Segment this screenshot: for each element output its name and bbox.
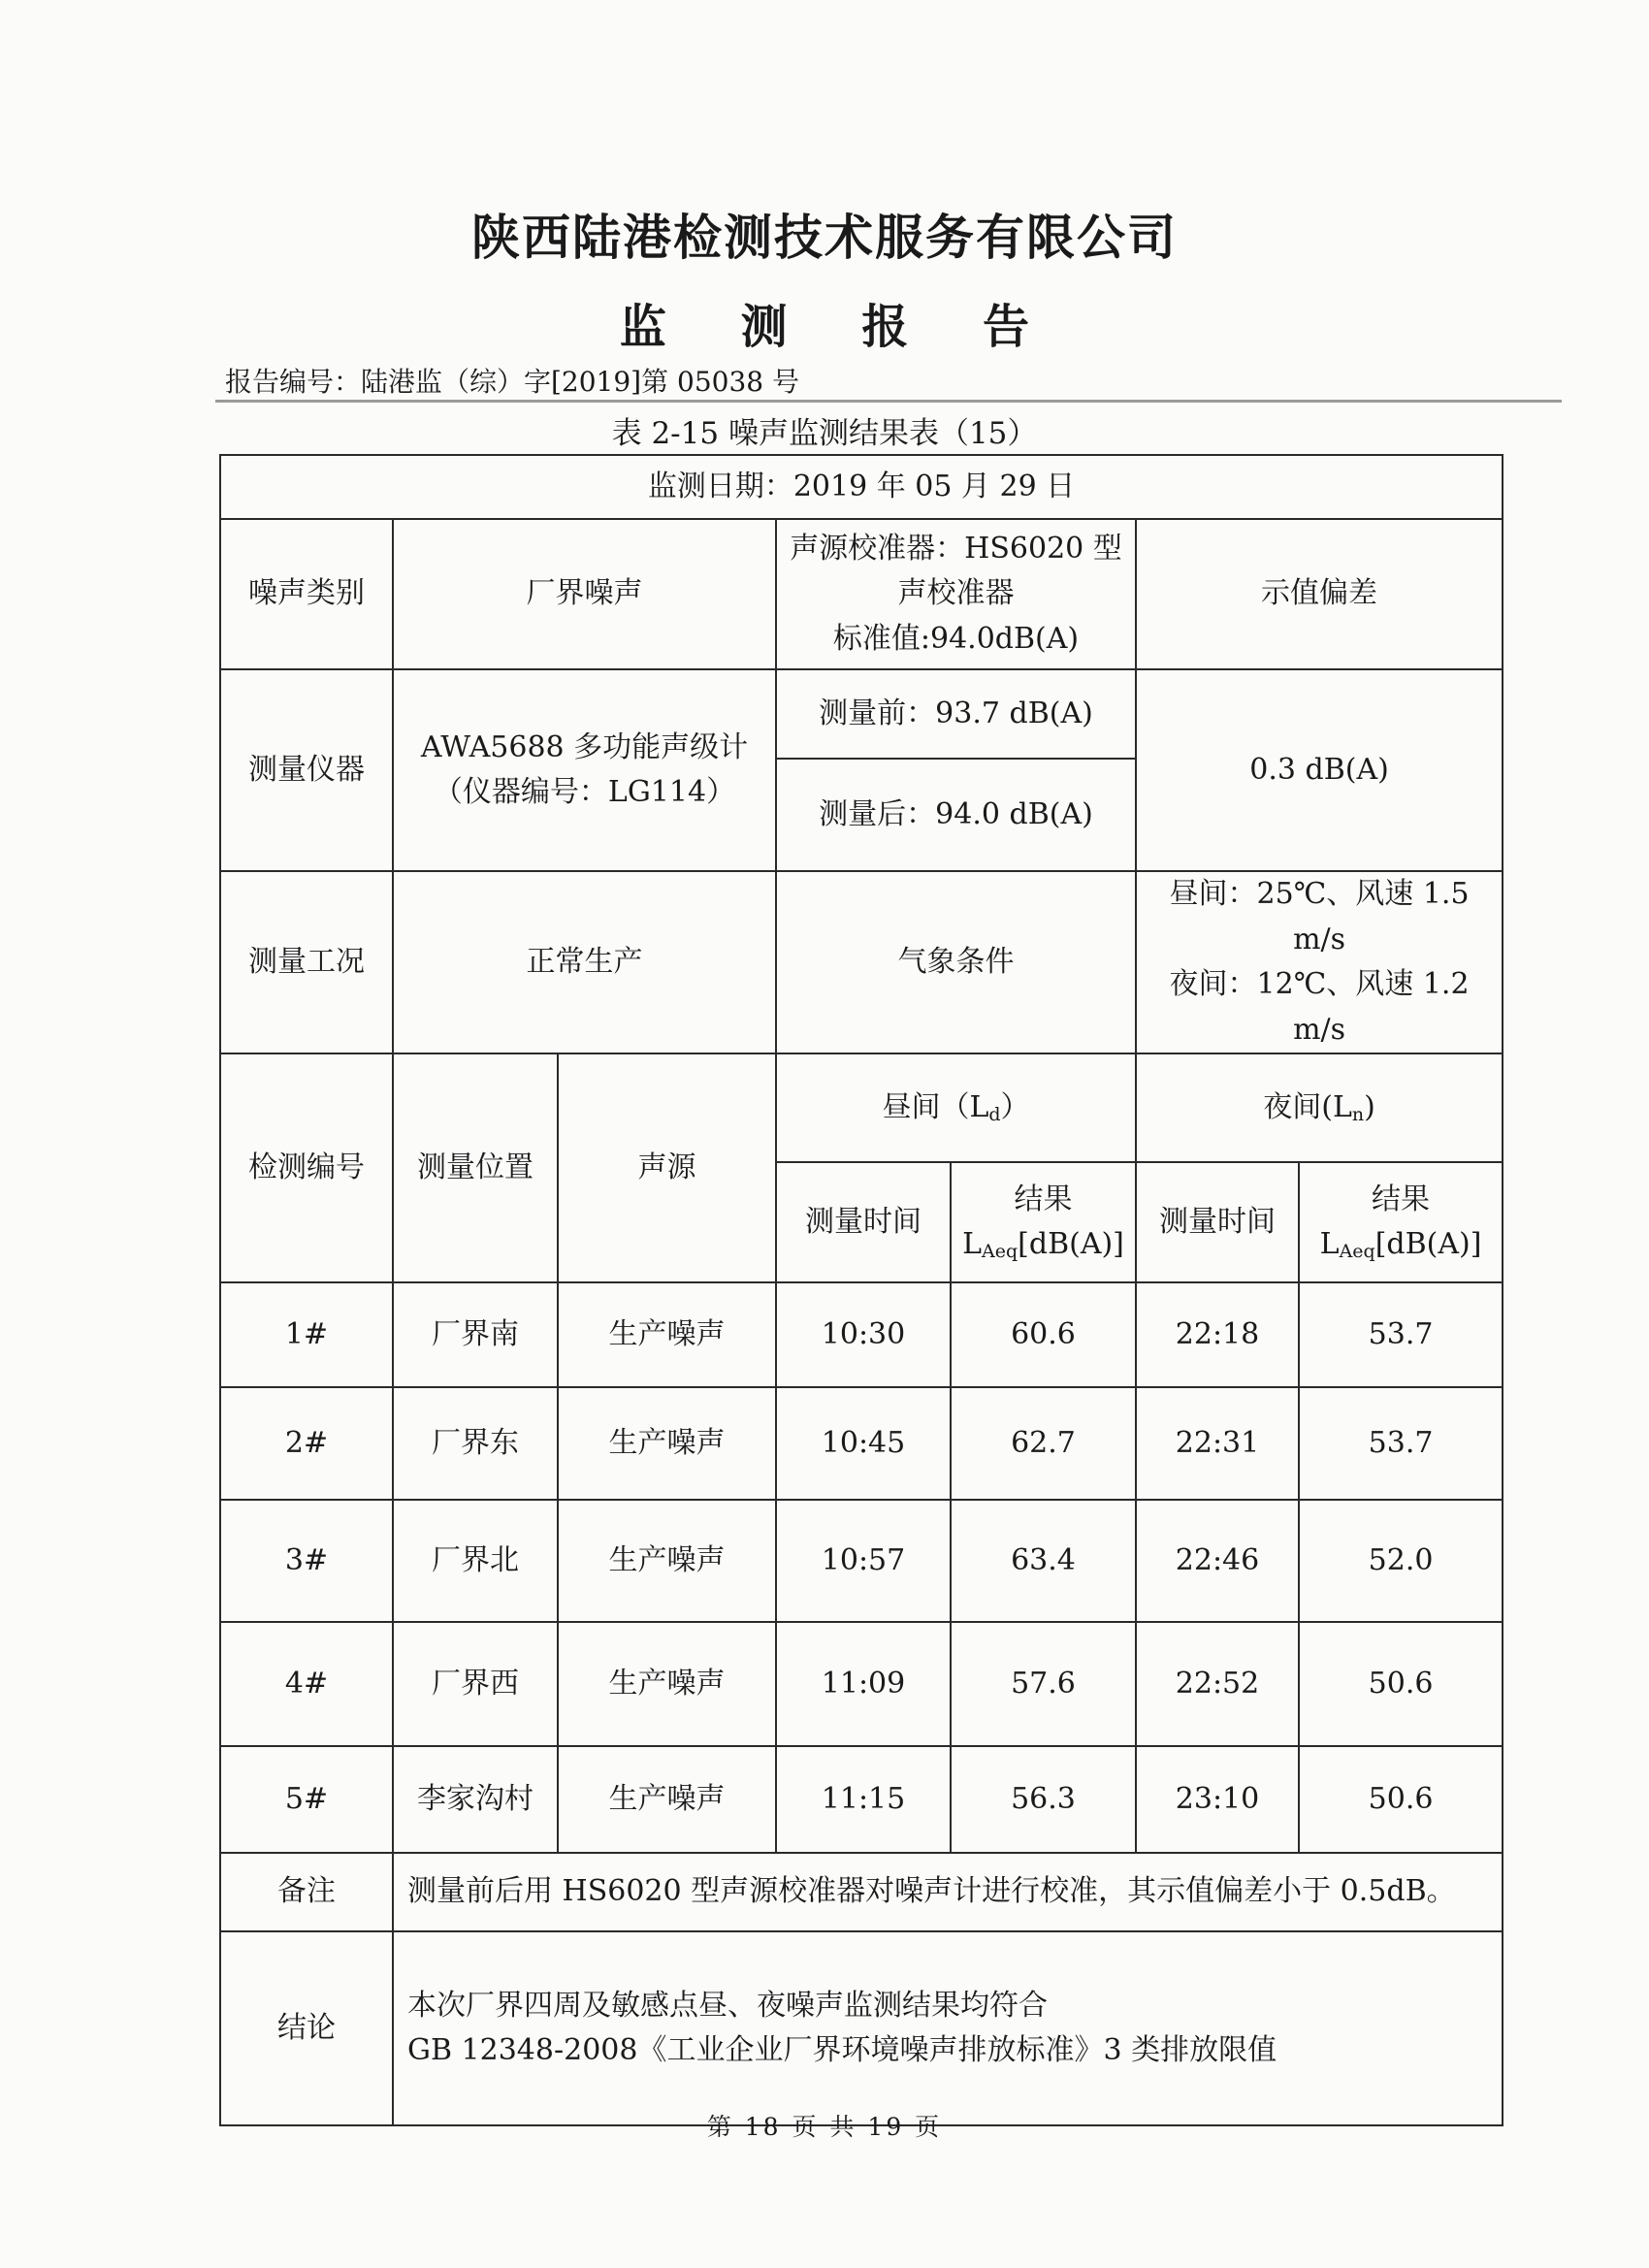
remarks-text: 测量前后用 HS6020 型声源校准器对噪声计进行校准，其示值偏差小于 0.5dB。 — [393, 1853, 1503, 1931]
instrument-label: 测量仪器 — [220, 669, 393, 871]
row-night-value: 52.0 — [1299, 1500, 1503, 1622]
row-id: 2# — [220, 1387, 393, 1500]
col-night-result-header — [1299, 1162, 1503, 1282]
measure-after: 测量后：94.0 dB(A) — [776, 759, 1136, 871]
row-day-time: 11:09 — [776, 1622, 951, 1746]
row-day-value: 62.7 — [951, 1387, 1136, 1500]
col-night-time-header: 测量时间 — [1136, 1162, 1299, 1282]
deviation-value: 0.3 dB(A) — [1136, 669, 1503, 871]
col-night-header — [1136, 1053, 1503, 1162]
weather-night: 夜间：12℃、风速 1.2 m/s — [1169, 967, 1470, 1047]
deviation-label: 示值偏差 — [1136, 519, 1503, 669]
noise-type-value: 厂界噪声 — [393, 519, 776, 669]
monitoring-date: 监测日期：2019 年 05 月 29 日 — [220, 455, 1503, 519]
laeq-unit: $L_{Aeq}[dB(A)]$ — [1319, 1227, 1482, 1262]
row-night-time: 22:18 — [1136, 1282, 1299, 1387]
measure-before: 测量前：93.7 dB(A) — [776, 669, 1136, 759]
weather-value — [1136, 871, 1503, 1053]
night-close: ) — [1364, 1089, 1375, 1124]
row-day-value: 60.6 — [951, 1282, 1136, 1387]
row-night-time: 22:52 — [1136, 1622, 1299, 1746]
row-position: 厂界北 — [393, 1500, 558, 1622]
row-night-time: 22:46 — [1136, 1500, 1299, 1622]
row-position: 厂界南 — [393, 1282, 558, 1387]
noise-type-row — [220, 519, 1503, 669]
table-row — [220, 1622, 1503, 1746]
row-day-time: 10:57 — [776, 1500, 951, 1622]
row-night-time: 23:10 — [1136, 1746, 1299, 1853]
condition-value: 正常生产 — [393, 871, 776, 1053]
calibrator-cell — [776, 519, 1136, 669]
noise-type-label: 噪声类别 — [220, 519, 393, 669]
table-caption: 表 2-15 噪声监测结果表（15） — [611, 416, 1038, 451]
row-day-value: 56.3 — [951, 1746, 1136, 1853]
row-night-value: 50.6 — [1299, 1622, 1503, 1746]
row-day-time: 10:45 — [776, 1387, 951, 1500]
row-night-time: 22:31 — [1136, 1387, 1299, 1500]
row-position: 厂界西 — [393, 1622, 558, 1746]
row-night-value: 50.6 — [1299, 1746, 1503, 1853]
conclusion-line1: 本次厂界四周及敏感点昼、夜噪声监测结果均符合 — [407, 1988, 1048, 2023]
row-source: 生产噪声 — [558, 1746, 776, 1853]
table-row — [220, 1746, 1503, 1853]
row-id: 3# — [220, 1500, 393, 1622]
result-label: 结果 — [1014, 1182, 1073, 1216]
table-row — [220, 1282, 1503, 1387]
calibrator-line1: 声源校准器：HS6020 型 — [790, 531, 1122, 566]
conclusion-row — [220, 1931, 1503, 2125]
row-position: 厂界东 — [393, 1387, 558, 1500]
instrument-id: （仪器编号：LG114） — [433, 775, 736, 809]
instrument-row-1 — [220, 669, 1503, 759]
page-footer: 第 18 页 共 19 页 — [706, 2113, 943, 2141]
weather-day: 昼间：25℃、风速 1.5 m/s — [1169, 877, 1470, 956]
col-day-header — [776, 1053, 1136, 1162]
conclusion-line2: GB 12348-2008《工业企业厂界环境噪声排放标准》3 类排放限值 — [407, 2033, 1277, 2067]
night-subscript: n — [1351, 1103, 1365, 1125]
row-source: 生产噪声 — [558, 1622, 776, 1746]
header-divider — [215, 400, 1562, 403]
col-day-result-header — [951, 1162, 1136, 1282]
row-id: 4# — [220, 1622, 393, 1746]
remarks-row — [220, 1853, 1503, 1931]
night-label: 夜间(L — [1263, 1089, 1352, 1124]
instrument-model: AWA5688 多功能声级计 — [420, 729, 749, 764]
document-title: 监 测 报 告 — [619, 300, 1059, 354]
row-source: 生产噪声 — [558, 1500, 776, 1622]
conclusion-text — [393, 1931, 1503, 2125]
day-subscript: d — [988, 1103, 1001, 1125]
report-number: 报告编号：陆港监（综）字[2019]第 05038 号 — [225, 366, 799, 398]
row-night-value: 53.7 — [1299, 1282, 1503, 1387]
col-id-header: 检测编号 — [220, 1053, 393, 1282]
day-label: 昼间（L — [882, 1089, 989, 1124]
row-day-time: 11:15 — [776, 1746, 951, 1853]
row-id: 1# — [220, 1282, 393, 1387]
row-night-value: 53.7 — [1299, 1387, 1503, 1500]
row-day-value: 63.4 — [951, 1500, 1136, 1622]
company-name: 陕西陆港检测技术服务有限公司 — [471, 209, 1178, 266]
row-id: 5# — [220, 1746, 393, 1853]
col-day-time-header: 测量时间 — [776, 1162, 951, 1282]
condition-row — [220, 871, 1503, 1053]
laeq-unit: $L_{Aeq}[dB(A)]$ — [962, 1227, 1124, 1262]
column-header-row-1 — [220, 1053, 1503, 1162]
date-row — [220, 455, 1503, 519]
noise-results-table — [219, 454, 1504, 2126]
result-label: 结果 — [1372, 1182, 1431, 1216]
weather-label: 气象条件 — [776, 871, 1136, 1053]
row-source: 生产噪声 — [558, 1282, 776, 1387]
row-position: 李家沟村 — [393, 1746, 558, 1853]
row-day-time: 10:30 — [776, 1282, 951, 1387]
table-row — [220, 1500, 1503, 1622]
instrument-value — [393, 669, 776, 871]
col-position-header: 测量位置 — [393, 1053, 558, 1282]
table-row — [220, 1387, 1503, 1500]
calibrator-line2: 声校准器 — [897, 576, 1015, 611]
row-source: 生产噪声 — [558, 1387, 776, 1500]
condition-label: 测量工况 — [220, 871, 393, 1053]
remarks-label: 备注 — [220, 1853, 393, 1931]
calibrator-line3: 标准值:94.0dB(A) — [832, 621, 1080, 656]
col-source-header: 声源 — [558, 1053, 776, 1282]
conclusion-label: 结论 — [220, 1931, 393, 2125]
day-close: ） — [1000, 1089, 1030, 1124]
row-day-value: 57.6 — [951, 1622, 1136, 1746]
